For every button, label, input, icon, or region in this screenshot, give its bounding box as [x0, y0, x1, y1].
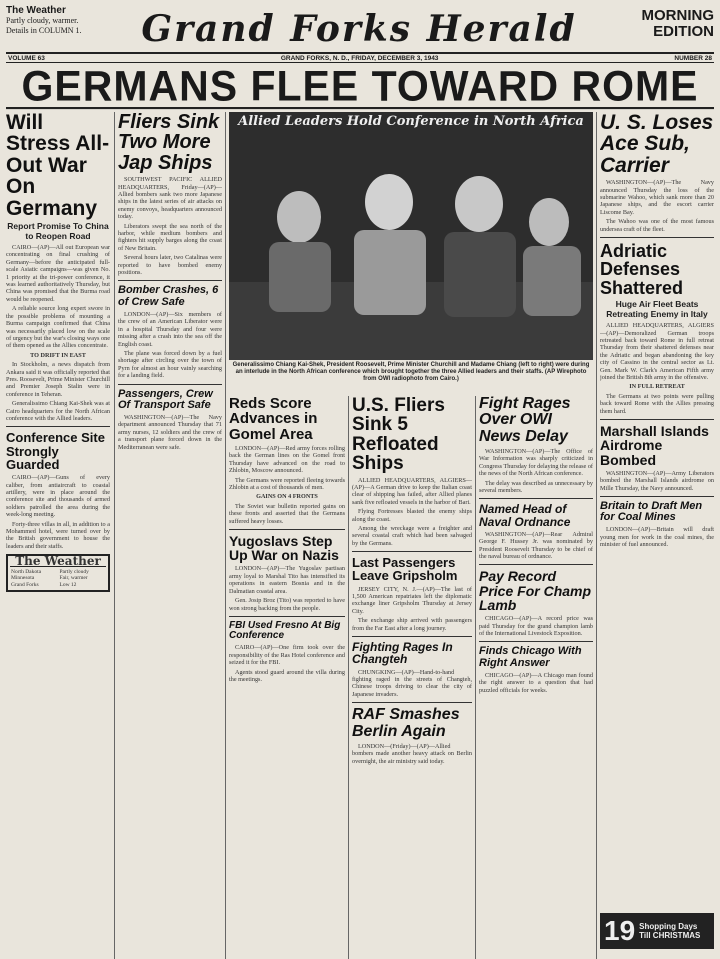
paragraph: Several hours later, two Catalinas were reported to have bombed enemy positions. [118, 254, 222, 277]
subhead: GAINS ON 4 FRONTS [256, 493, 318, 501]
column-5 [479, 396, 593, 948]
weather-ear-title: The Weather [6, 5, 66, 16]
table-cell: Partly cloudy [59, 568, 89, 575]
paragraph: Generalissimo Chiang Kai-Shek was at Cairo headquarters for the North African conference with the Allied leaders. [6, 400, 110, 422]
headline: Finds Chicago With Right Answer [479, 645, 582, 669]
headline: Fliers Sink Two More Jap Ships [118, 112, 220, 174]
headline: RAF Smashes Berlin Again [352, 706, 460, 740]
subhead: TO DRIFT IN EAST [30, 351, 86, 359]
paragraph: The Germans were reported fleeing towards Zhlobin at a cost of thousands of men. [229, 476, 345, 491]
paragraph: LONDON—(AP)—The Yugoslav partisan army loyal to Marshal Tito has intensified its operations in eastern Bosnia and in the Dalmatian coastal area. [229, 565, 345, 595]
paragraph: Agents stood guard around the villa during the meetings. [229, 668, 345, 683]
paragraph: CAIRO—(AP)—All out European war concentrating on final crushing of Germany—before the anticipated full-scale Asiatic campaigns—was given No. 1 priority at the tri-power conference, it was learned authoritatively Thursday, but China was promised that the Burma road would be reopened. [6, 244, 110, 303]
paragraph: CAIRO—(AP)—One firm took over the responsibility of the Ras Hotel conference and seized it for the FBI. [229, 644, 345, 667]
shopping-days-line2: Till CHRISTMAS [639, 931, 701, 940]
headline: Passengers, Crew Of Transport Safe [118, 387, 213, 411]
paragraph: CHICAGO—(AP)—A record price was paid Thursday for the grand champion lamb of the International Livestock Exposition. [479, 615, 593, 638]
headline: Conference Site Strongly Guarded [6, 430, 105, 472]
column-rule [596, 112, 597, 959]
deck: Huge Air Fleet Beats Retreating Enemy in Italy [606, 299, 708, 319]
paragraph: The Germans at two points were pulling back toward Rome with the Allies pressing them hard. [600, 392, 714, 415]
volume: VOLUME 63 [8, 55, 45, 62]
weather-table [10, 569, 106, 589]
divider [118, 384, 222, 385]
photo-caption: Generalissimo Chiang Kai-Shek, President Roosevelt, Prime Minister Churchill and Madame Chiang (left to right) were during an interlude in the North African conference which brought together the three Allied leaders and their staffs. (AP Wirephoto from OWI radiophoto from Cairo.) [232, 362, 590, 382]
weather-table-title: The Weather [10, 558, 106, 566]
subhead: IN FULL RETREAT [629, 383, 685, 391]
headline: Named Head of Naval Ordnance [479, 502, 571, 529]
divider [479, 564, 593, 565]
paragraph: WASHINGTON—(AP)—The Navy department announced Thursday that 71 army nurses, 12 soldiers and the crew of a transport plane forced down in the Mediterranean were safe. [118, 413, 222, 451]
divider [352, 551, 472, 552]
paragraph: In Stockholm, a news dispatch from Ankara said it was officially reported that Pres. Roosevelt, Prime Minister Churchill and Premier Joseph Stalin were in conference in Teheran. [6, 361, 110, 398]
paragraph: LONDON—(AP)—Six members of the crew of an American Liberator were in a hospital Thursday and four were missing after a crash into the sea off the English coast. [118, 310, 222, 348]
paragraph: WASHINGTON—(AP)—The Office of War Information was sharply criticized in Congress Thursday for delaying the release of the news of the North African conference. [479, 447, 593, 478]
divider [118, 280, 222, 281]
columns [6, 108, 714, 959]
headline: Pay Record Price For Champ Lamb [479, 568, 592, 613]
table-cell: Grand Forks [11, 581, 39, 588]
table-cell: Fair, warmer [59, 575, 88, 582]
paragraph: The Wahoo was one of the most famous undersea craft of the fleet. [600, 218, 714, 233]
table-cell: North Dakota [11, 568, 42, 575]
photo-image [229, 112, 593, 360]
divider [352, 702, 472, 703]
paragraph: The Soviet war bulletin reported gains on these fronts and asserted that the Germans suffered heavy losses. [229, 502, 345, 525]
paragraph: Flying Fortresses blasted the enemy ships along the coast. [352, 508, 472, 523]
column-rule [348, 396, 349, 959]
conference-photo [229, 112, 593, 360]
divider [600, 237, 714, 238]
column-rule [114, 112, 115, 959]
edition-line1: MORNING [641, 7, 714, 24]
divider [479, 498, 593, 499]
paragraph: LONDON—(Friday)—(AP)—Allied bombers made another heavy attack on Berlin overnight, the air ministry said today. [352, 742, 472, 765]
paragraph: CAIRO—(AP)—Guns of every caliber, from antiaircraft to coastal artillery, were in place around the conference site and thousands of armed soldiers patrolled the area during the week-long meeting. [6, 474, 110, 519]
column-2 [118, 112, 222, 952]
paragraph: ALLIED HEADQUARTERS, ALGIERS—(AP)—Demoralized German troops retreated back toward Rome in full retreat Thursday from their shattered defenses near the Adriatic and began abandoning the key city of Cassino in the central sector as Lt. Gen. Mark W. Clark's American Fifth army joined the British 8th army in the offensive. [600, 322, 714, 381]
paragraph: The delay was described as unnecessary by several members. [479, 479, 593, 494]
headline: Adriatic Defenses Shattered [600, 241, 684, 298]
paragraph: The exchange ship arrived with passengers from the Far East after a long journey. [352, 617, 472, 632]
dateline: GRAND FORKS, N. D., FRIDAY, DECEMBER 3, 1943 [280, 55, 439, 62]
paragraph: LONDON—(AP)—Red army forces rolling back the German lines on the Gomel front Thursday have advanced on the road to Zhlobin, Moscow announced. [229, 444, 345, 475]
weather-table-box [6, 554, 110, 592]
photo-title: Allied Leaders Hold Conference in North Africa [238, 114, 584, 129]
headline: Bomber Crashes, 6 of Crew Safe [118, 284, 219, 308]
headline: Britain to Draft Men for Coal Mines [600, 500, 703, 524]
headline: Reds Score Advances in Gomel Area [229, 396, 318, 443]
table-cell: Minnesota [11, 575, 35, 582]
paragraph: LONDON—(AP)—Britain will draft young men for work in the coal mines, the minister of fuel announced. [600, 526, 714, 549]
column-rule [475, 396, 476, 959]
issue-number: NUMBER 28 [674, 55, 712, 62]
column-4 [352, 396, 472, 948]
divider [600, 419, 714, 420]
edition-line2: EDITION [653, 23, 714, 40]
weather-ear [6, 6, 116, 36]
column-6 [600, 112, 714, 952]
shopping-days-box [600, 913, 714, 949]
headline: Yugoslavs Step Up War on Nazis [229, 532, 339, 564]
paragraph: WASHINGTON—(AP)—Army Liberators bombed the Marshall Islands airdrome on Mille Thursday, the Navy announced. [600, 469, 714, 492]
headline: Fight Rages Over OWI News Delay [479, 396, 571, 445]
masthead [6, 6, 714, 64]
weather-ear-line1: Partly cloudy, warmer. [6, 16, 79, 25]
paragraph: SOUTHWEST PACIFIC ALLIED HEADQUARTERS, Friday—(AP)—Allied bombers sank two more Japanese ships in the latest series of air attacks on enemy convoys, headquarters announced today. [118, 176, 222, 221]
paragraph: ALLIED HEADQUARTERS, ALGIERS—(AP)—A German drive to keep the Italian coast clear of shipping has failed, after Allied planes sank five refloated vessels in the harbor of Bari. [352, 476, 472, 506]
deck: Report Promise To China to Reopen Road [7, 221, 109, 241]
table-cell: Low 12 [59, 581, 77, 588]
paragraph: A reliable source long expert swore in the possible problems of mounting a Burma campaign confirmed that China was necessarily placed low on the scale of urgency but the war's closing ways one of them opened as the Allies concentrate. [6, 305, 110, 350]
divider [6, 426, 110, 427]
headline: U.S. Fliers Sink 5 Refloated Ships [352, 396, 445, 475]
headline: FBI Used Fresno At Big Conference [229, 619, 341, 642]
paragraph: WASHINGTON—(AP)—Rear Admiral George F. Hussey Jr. was nominated by President Roosevelt Thursday to be chief of the naval bureau of ordnance. [479, 530, 593, 561]
column-1 [6, 112, 110, 952]
paragraph: CHICAGO—(AP)—A Chicago man found the right answer to a question that had puzzled officials for weeks. [479, 671, 593, 694]
paragraph: JERSEY CITY, N. J.—(AP)—The last of 1,500 American repatriates left the diplomatic exchange liner Gripsholm Thursday at Jersey City. [352, 585, 472, 615]
edition-ear [614, 8, 714, 40]
paragraph: The plane was forced down by a fuel shortage after circling over the town of Pyrn for almost an hour vainly searching for a landing field. [118, 349, 222, 380]
headline: Last Passengers Leave Gripsholm [352, 555, 458, 584]
nameplate: Grand Forks Herald [141, 8, 577, 50]
divider [352, 636, 472, 637]
headline: U. S. Loses Ace Sub, Carrier [600, 112, 714, 177]
paragraph: WASHINGTON—(AP)—The Navy announced Thursday the loss of the submarine Wahoo, which sank more than 20 Japanese ships, and the escort carrier Liscome Bay. [600, 179, 714, 216]
paragraph: Liberators swept the sea north of the harbor, while medium bombers and fighters hit supply barges along the coast of New Britain. [118, 222, 222, 252]
weather-ear-line2: Details in COLUMN 1. [6, 26, 82, 35]
headline: Marshall Islands Airdrome Bombed [600, 423, 709, 468]
column-3 [229, 396, 345, 948]
column-rule [225, 112, 226, 959]
divider [229, 529, 345, 530]
paragraph: Among the wreckage were a freighter and several coastal craft which had been salvaged by the Germans. [352, 524, 472, 547]
divider [479, 641, 593, 642]
headline: Will Stress All-Out War On Germany [6, 112, 110, 220]
shopping-days-number: 19 [604, 915, 636, 946]
shopping-days-label [639, 922, 700, 940]
headline: Fighting Rages In Changteh [352, 640, 453, 667]
table-row [10, 582, 106, 589]
banner-headline: GERMANS FLEE TOWARD ROME [6, 63, 714, 109]
paragraph: Gen. Josip Broz (Tito) was reported to have won strong backing from the people. [229, 597, 345, 612]
divider [600, 496, 714, 497]
divider [229, 616, 345, 617]
paragraph: CHUNGKING—(AP)—Hand-to-hand fighting raged in the streets of Changteh, Chinese troops driving to clear the city of Japanese invaders. [352, 668, 472, 698]
paragraph: Forty-three villas in all, in addition to a Mohammed hotel, were turned over by the British government to house the leaders and their staffs. [6, 520, 110, 550]
shopping-days-line1: Shopping Days [639, 922, 698, 931]
